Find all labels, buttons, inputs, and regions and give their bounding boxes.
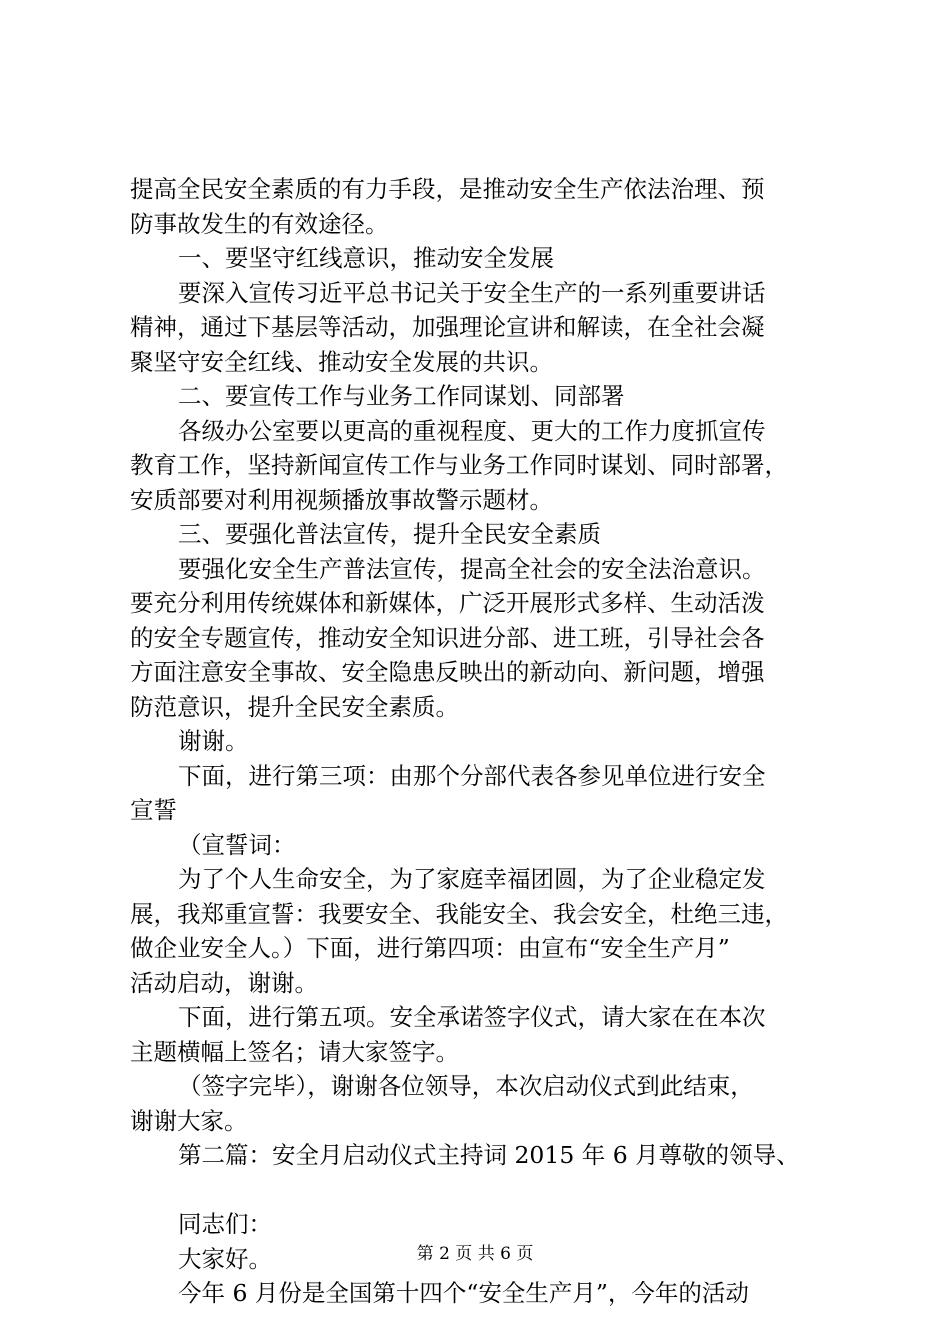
document-body (130, 172, 830, 1311)
text-line: 教育工作，坚持新闻宣传工作与业务工作同时谋划、同时部署， (130, 451, 788, 479)
text-line: 主题横幅上签名；请大家签字。 (130, 1037, 459, 1066)
section-heading: 二、要宣传工作与业务工作同谋划、同部署 (178, 382, 625, 410)
text-line: 谢谢。 (178, 727, 249, 755)
text-line: 要深入宣传习近平总书记关于安全生产的一系列重要讲话 (178, 278, 766, 307)
text-line: 方面注意安全事故、安全隐患反映出的新动向、新问题，增强 (130, 658, 765, 686)
text-line: 各级办公室要以更高的重视程度、更大的工作力度抓宣传 (178, 416, 766, 445)
text-line: （签字完毕），谢谢各位领导，本次启动仪式到此结束， (178, 1072, 754, 1100)
text-line: 防事故发生的有效途径。 (130, 209, 389, 238)
text-line: 下面，进行第五项。安全承诺签字仪式，请大家在在本次 (178, 1003, 766, 1031)
text-line: 宣誓 (130, 796, 177, 824)
text-line: 为了个人生命安全，为了家庭幸福团圆，为了企业稳定发 (178, 865, 766, 893)
text-line: 谢谢大家。 (130, 1106, 248, 1135)
section-heading: 第二篇：安全月启动仪式主持词 2015 年 6 月尊敬的领导、 (178, 1141, 800, 1169)
text-line: 的安全专题宣传，推动安全知识进分部、进工班，引导社会各 (130, 623, 765, 652)
text-line: 要强化安全生产普法宣传，提高全社会的安全法治意识。 (178, 554, 766, 583)
text-line: 精神，通过下基层等活动，加强理论宣讲和解读，在全社会凝 (130, 313, 765, 341)
text-line: 展，我郑重宣誓：我要安全、我能安全、我会安全，杜绝三违， (130, 899, 788, 928)
text-line: 今年 6 月份是全国第十四个“安全生产月”，今年的活动 (178, 1279, 749, 1307)
page-number-footer: 第 2 页 共 6 页 (416, 1244, 534, 1264)
blank-line (130, 1173, 830, 1208)
text-line: （宣誓词： (178, 830, 296, 859)
section-heading: 三、要强化普法宣传，提升全民安全素质 (178, 520, 601, 548)
text-line: 活动启动，谢谢。 (130, 968, 318, 997)
text-line: 大家好。 (178, 1244, 272, 1273)
text-line: 下面，进行第三项：由那个分部代表各参见单位进行安全 (178, 761, 766, 790)
text-line: 安质部要对利用视频播放事故警示题材。 (130, 485, 553, 514)
text-line: 做企业安全人。）下面，进行第四项：由宣布“安全生产月” (130, 934, 730, 962)
text-line: 提高全民安全素质的有力手段，是推动安全生产依法治理、预 (130, 175, 765, 203)
text-line: 聚坚守安全红线、推动安全发展的共识。 (130, 347, 553, 376)
text-line: 防范意识，提升全民安全素质。 (130, 692, 459, 721)
text-line: 同志们： (178, 1210, 272, 1238)
text-line: 要充分利用传统媒体和新媒体，广泛开展形式多样、生动活泼 (130, 589, 765, 617)
section-heading: 一、要坚守红线意识，推动安全发展 (178, 244, 554, 272)
